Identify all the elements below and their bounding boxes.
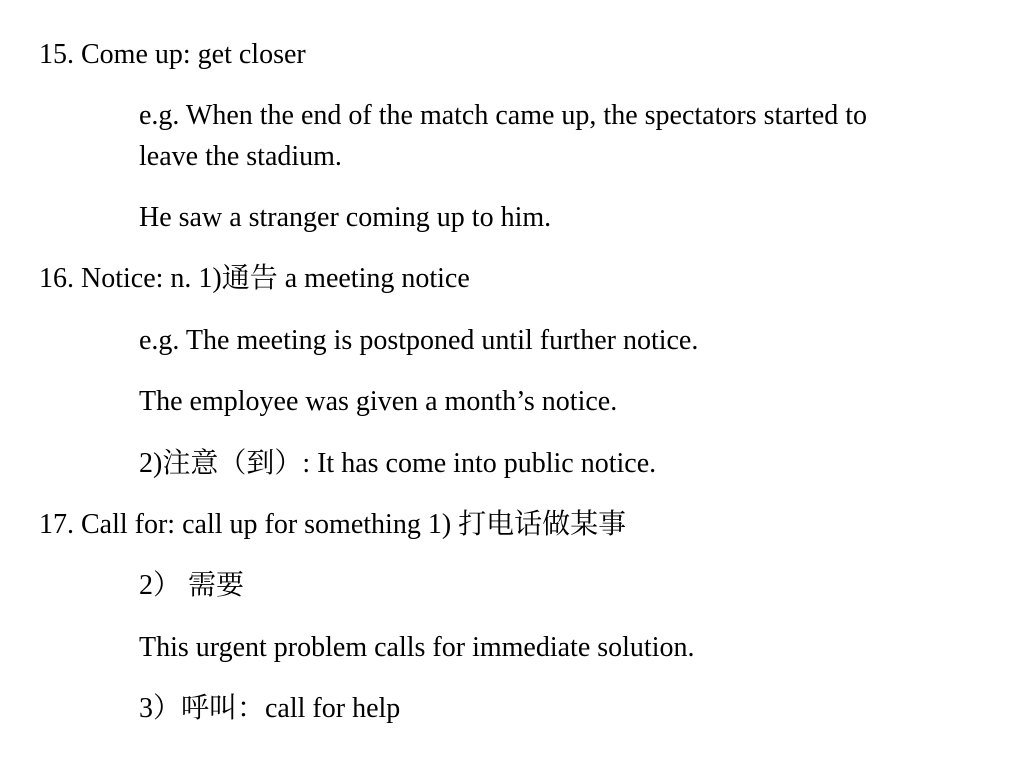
entry-15-example-2: He saw a stranger coming up to him. [139, 202, 552, 233]
entry-16-example-2: The employee was given a month’s notice. [139, 386, 618, 417]
entry-16-example-1: e.g. The meeting is postponed until further notice. [139, 325, 699, 356]
entry-15-example-1: e.g. When the end of the match came up, the spectators started to leave the stadium. [139, 100, 867, 172]
entry-17-sense-2: 2） 需要 [139, 570, 245, 601]
entry-15-heading: 15. Come up: get closer [39, 39, 306, 70]
entry-17-example-1: This urgent problem calls for immediate solution. [139, 632, 695, 663]
entry-17-heading: 17. Call for: call up for something 1) 打电话做某事 [39, 509, 627, 540]
entry-17-sense-3: 3）呼叫：call for help [139, 693, 401, 724]
entry-16-sense-2: 2)注意（到）: It has come into public notice. [139, 448, 657, 479]
entry-16-heading: 16. Notice: n. 1)通告 a meeting notice [39, 263, 470, 294]
